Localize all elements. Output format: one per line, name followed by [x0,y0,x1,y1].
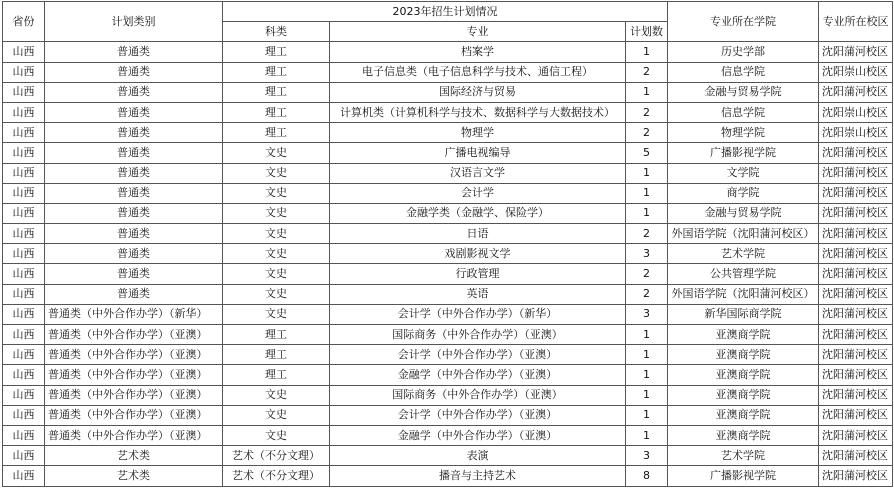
cell-province: 山西 [3,42,45,62]
cell-province: 山西 [3,264,45,284]
cell-subject: 文史 [223,203,330,223]
cell-plan-type: 艺术类 [45,446,223,466]
cell-college: 亚澳商学院 [668,365,819,385]
cell-count: 3 [626,244,668,264]
table-row [3,466,893,486]
cell-campus: 沈阳蒲河校区 [819,203,893,223]
cell-major: 物理学 [330,123,626,143]
cell-plan-type: 普通类 [45,123,223,143]
cell-college: 历史学部 [668,42,819,62]
cell-subject: 文史 [223,143,330,163]
cell-count: 1 [626,203,668,223]
cell-count: 1 [626,42,668,62]
cell-subject: 文史 [223,425,330,445]
table-row [3,224,893,244]
cell-count: 2 [626,224,668,244]
cell-major: 行政管理 [330,264,626,284]
cell-major: 计算机类（计算机科学与技术、数据科学与大数据技术） [330,102,626,122]
cell-count: 5 [626,143,668,163]
cell-province: 山西 [3,325,45,345]
cell-college: 商学院 [668,183,819,203]
cell-campus: 沈阳崇山校区 [819,62,893,82]
cell-plan-type: 普通类 [45,224,223,244]
cell-campus: 沈阳崇山校区 [819,102,893,122]
table-header [3,2,893,42]
cell-count: 2 [626,284,668,304]
cell-college: 艺术学院 [668,244,819,264]
table-row [3,264,893,284]
cell-campus: 沈阳蒲河校区 [819,325,893,345]
header-campus: 专业所在校区 [819,2,893,42]
cell-college: 信息学院 [668,102,819,122]
table-row [3,365,893,385]
cell-major: 会计学（中外合作办学）（亚澳） [330,405,626,425]
cell-province: 山西 [3,143,45,163]
cell-plan-type: 普通类 [45,62,223,82]
cell-province: 山西 [3,446,45,466]
cell-plan-type: 普通类 [45,102,223,122]
table-row [3,325,893,345]
table-row [3,42,893,62]
cell-plan-type: 普通类 [45,203,223,223]
cell-major: 会计学 [330,183,626,203]
cell-subject: 理工 [223,325,330,345]
cell-campus: 沈阳蒲河校区 [819,244,893,264]
cell-subject: 文史 [223,244,330,264]
cell-plan-type: 普通类 [45,42,223,62]
cell-subject: 文史 [223,405,330,425]
cell-province: 山西 [3,284,45,304]
cell-campus: 沈阳蒲河校区 [819,345,893,365]
cell-campus: 沈阳蒲河校区 [819,264,893,284]
cell-subject: 艺术（不分文理） [223,446,330,466]
enrollment-plan-table [2,1,893,487]
cell-province: 山西 [3,62,45,82]
cell-plan-type: 普通类 [45,183,223,203]
cell-province: 山西 [3,466,45,486]
cell-plan-type: 普通类（中外合作办学）（亚澳） [45,385,223,405]
cell-major: 档案学 [330,42,626,62]
cell-subject: 文史 [223,264,330,284]
cell-count: 1 [626,425,668,445]
cell-subject: 理工 [223,82,330,102]
cell-count: 8 [626,466,668,486]
cell-campus: 沈阳蒲河校区 [819,304,893,324]
cell-college: 信息学院 [668,62,819,82]
cell-major: 电子信息类（电子信息科学与技术、通信工程） [330,62,626,82]
cell-major: 广播电视编导 [330,143,626,163]
cell-campus: 沈阳蒲河校区 [819,183,893,203]
cell-subject: 理工 [223,345,330,365]
cell-province: 山西 [3,82,45,102]
cell-college: 新华国际商学院 [668,304,819,324]
table-row [3,203,893,223]
cell-province: 山西 [3,224,45,244]
cell-count: 2 [626,264,668,284]
cell-count: 2 [626,62,668,82]
header-province: 省份 [3,2,45,42]
cell-college: 公共管理学院 [668,264,819,284]
cell-province: 山西 [3,304,45,324]
cell-plan-type: 普通类（中外合作办学）（亚澳） [45,365,223,385]
table-row [3,345,893,365]
cell-campus: 沈阳蒲河校区 [819,385,893,405]
cell-count: 3 [626,446,668,466]
cell-plan-type: 普通类 [45,82,223,102]
cell-college: 金融与贸易学院 [668,82,819,102]
cell-major: 日语 [330,224,626,244]
cell-college: 物理学院 [668,123,819,143]
cell-province: 山西 [3,244,45,264]
cell-subject: 理工 [223,365,330,385]
cell-college: 广播影视学院 [668,143,819,163]
cell-college: 广播影视学院 [668,466,819,486]
cell-count: 1 [626,183,668,203]
cell-count: 1 [626,365,668,385]
cell-major: 会计学（中外合作办学）（亚澳） [330,345,626,365]
table-row [3,446,893,466]
cell-count: 1 [626,82,668,102]
cell-subject: 理工 [223,102,330,122]
table-row [3,284,893,304]
cell-major: 国际商务（中外合作办学）（亚澳） [330,325,626,345]
cell-campus: 沈阳蒲河校区 [819,446,893,466]
cell-college: 亚澳商学院 [668,325,819,345]
cell-campus: 沈阳蒲河校区 [819,425,893,445]
cell-college: 亚澳商学院 [668,345,819,365]
cell-subject: 理工 [223,123,330,143]
cell-major: 国际经济与贸易 [330,82,626,102]
cell-campus: 沈阳蒲河校区 [819,82,893,102]
cell-campus: 沈阳蒲河校区 [819,163,893,183]
cell-count: 2 [626,102,668,122]
cell-subject: 艺术（不分文理） [223,466,330,486]
cell-province: 山西 [3,163,45,183]
cell-plan-type: 普通类（中外合作办学）（亚澳） [45,345,223,365]
cell-plan-type: 普通类 [45,244,223,264]
header-plan-type: 计划类别 [45,2,223,42]
cell-major: 戏剧影视文学 [330,244,626,264]
cell-major: 表演 [330,446,626,466]
cell-subject: 文史 [223,385,330,405]
table-row [3,304,893,324]
table-row [3,163,893,183]
cell-college: 亚澳商学院 [668,405,819,425]
table-row [3,102,893,122]
cell-plan-type: 普通类（中外合作办学）（亚澳） [45,405,223,425]
cell-campus: 沈阳蒲河校区 [819,224,893,244]
table-body [3,42,893,486]
cell-count: 1 [626,163,668,183]
cell-subject: 文史 [223,183,330,203]
cell-college: 艺术学院 [668,446,819,466]
cell-campus: 沈阳蒲河校区 [819,42,893,62]
cell-province: 山西 [3,405,45,425]
header-count: 计划数 [626,22,668,42]
table-row [3,143,893,163]
cell-plan-type: 普通类（中外合作办学）（新华） [45,304,223,324]
cell-subject: 文史 [223,163,330,183]
cell-college: 金融与贸易学院 [668,203,819,223]
table-row [3,425,893,445]
cell-campus: 沈阳蒲河校区 [819,284,893,304]
cell-plan-type: 普通类 [45,264,223,284]
cell-college: 文学院 [668,163,819,183]
cell-province: 山西 [3,203,45,223]
cell-subject: 理工 [223,62,330,82]
cell-province: 山西 [3,425,45,445]
table-row [3,62,893,82]
cell-province: 山西 [3,345,45,365]
cell-province: 山西 [3,183,45,203]
cell-college: 亚澳商学院 [668,425,819,445]
cell-count: 1 [626,385,668,405]
cell-college: 亚澳商学院 [668,385,819,405]
cell-campus: 沈阳蒲河校区 [819,365,893,385]
cell-major: 会计学（中外合作办学）（新华） [330,304,626,324]
cell-count: 2 [626,123,668,143]
cell-major: 英语 [330,284,626,304]
cell-plan-type: 普通类 [45,143,223,163]
table-row [3,183,893,203]
cell-plan-type: 普通类（中外合作办学）（亚澳） [45,325,223,345]
cell-subject: 理工 [223,42,330,62]
header-group-title: 2023年招生计划情况 [223,2,668,22]
table-row [3,385,893,405]
cell-count: 3 [626,304,668,324]
cell-province: 山西 [3,385,45,405]
cell-major: 国际商务（中外合作办学）（亚澳） [330,385,626,405]
cell-count: 1 [626,405,668,425]
cell-province: 山西 [3,102,45,122]
cell-subject: 文史 [223,224,330,244]
cell-major: 金融学（中外合作办学）（亚澳） [330,425,626,445]
cell-province: 山西 [3,365,45,385]
cell-campus: 沈阳蒲河校区 [819,466,893,486]
cell-major: 金融学（中外合作办学）（亚澳） [330,365,626,385]
cell-count: 1 [626,345,668,365]
cell-major: 金融学类（金融学、保险学） [330,203,626,223]
cell-subject: 文史 [223,304,330,324]
cell-major: 播音与主持艺术 [330,466,626,486]
header-college: 专业所在学院 [668,2,819,42]
cell-plan-type: 普通类 [45,284,223,304]
cell-plan-type: 普通类 [45,163,223,183]
cell-subject: 文史 [223,284,330,304]
header-subject: 科类 [223,22,330,42]
table-row [3,123,893,143]
cell-college: 外国语学院（沈阳蒲河校区） [668,224,819,244]
header-major: 专业 [330,22,626,42]
cell-province: 山西 [3,123,45,143]
table-row [3,82,893,102]
cell-campus: 沈阳蒲河校区 [819,405,893,425]
table-row [3,244,893,264]
cell-college: 外国语学院（沈阳蒲河校区） [668,284,819,304]
cell-major: 汉语言文学 [330,163,626,183]
cell-campus: 沈阳蒲河校区 [819,143,893,163]
table-row [3,405,893,425]
cell-count: 1 [626,325,668,345]
cell-campus: 沈阳崇山校区 [819,123,893,143]
cell-plan-type: 普通类（中外合作办学）（亚澳） [45,425,223,445]
cell-plan-type: 艺术类 [45,466,223,486]
